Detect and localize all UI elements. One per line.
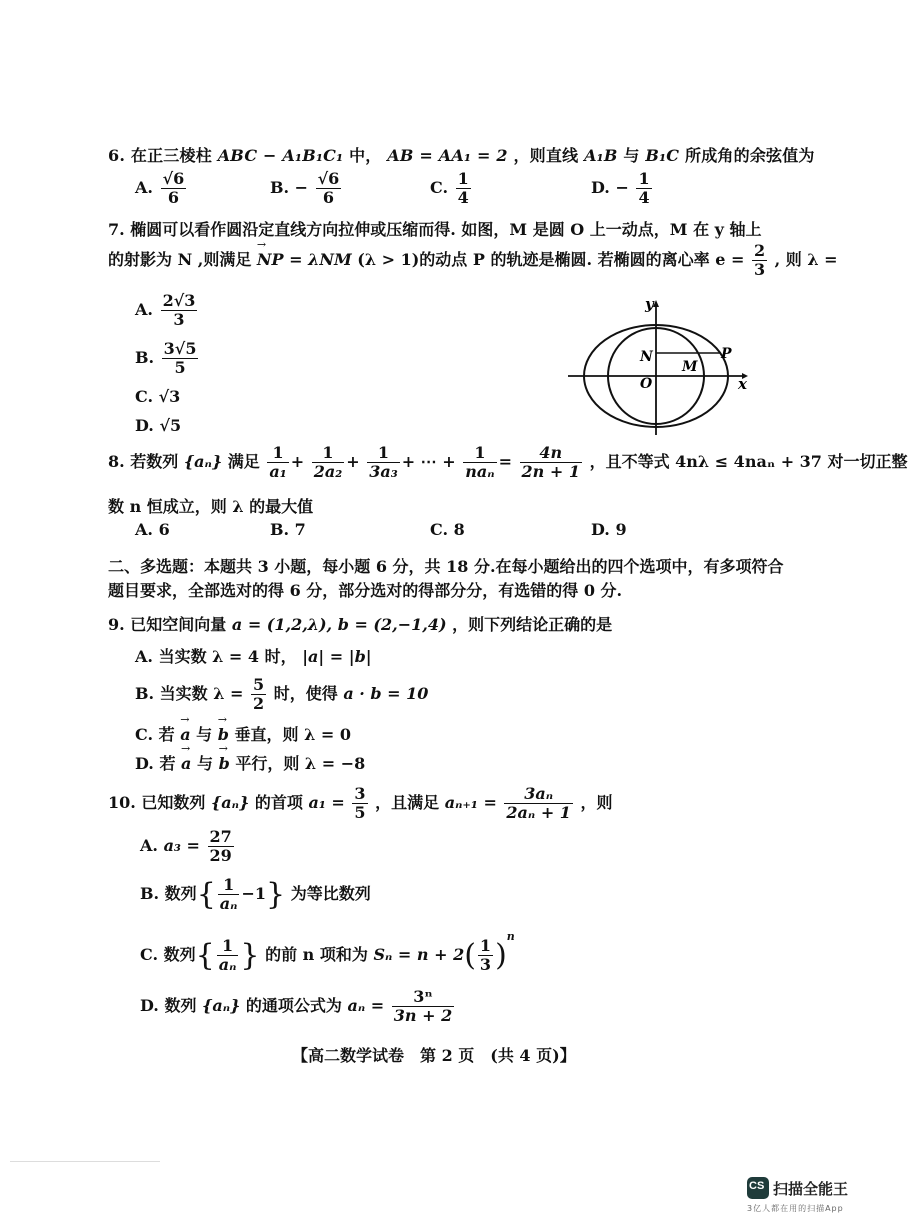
fraction <box>636 170 651 207</box>
vector-b: → b <box>218 725 229 744</box>
q8-stem-line1 <box>108 444 908 481</box>
option-expr: Sₙ = n + 2 <box>373 945 465 964</box>
numerator: 1 <box>312 444 345 463</box>
q9-option-c <box>135 722 351 745</box>
q7-option-c <box>135 387 180 406</box>
q10-text-a: 已知数列 <box>141 793 206 812</box>
label-y: y <box>645 295 654 313</box>
option-text: √5 <box>159 416 182 435</box>
q7-option-d <box>135 416 181 435</box>
denominator: 3a₃ <box>369 462 398 481</box>
option-label: A. <box>140 836 158 855</box>
option-label: D. <box>135 416 154 435</box>
option-label: B. <box>135 348 155 367</box>
q7-line2-b: (λ > 1)的动点 P 的轨迹是椭圆. 若椭圆的离心率 e = <box>357 250 745 269</box>
option-text: 数列 <box>164 884 197 903</box>
option-text: 平行，则 λ = −8 <box>235 754 366 773</box>
numerator: 1 <box>479 936 492 955</box>
option-text: 若 <box>159 754 176 773</box>
sum-term <box>312 444 345 481</box>
numerator: 1 <box>367 444 400 463</box>
right-brace: } <box>240 938 260 973</box>
vector-a: → a <box>181 754 191 773</box>
right-paren: ) <box>495 938 507 973</box>
ellipse-figure <box>560 295 760 440</box>
q10-stem <box>108 785 613 822</box>
operator: + ⋯ + <box>401 452 456 471</box>
option-expr: |a| = |b| <box>302 647 372 666</box>
option-text: 9 <box>615 520 627 539</box>
numerator: 2√3 <box>162 291 196 310</box>
option-label: B. <box>135 684 155 703</box>
numerator: 2 <box>753 241 766 260</box>
fraction <box>456 170 471 207</box>
numerator: 4n <box>520 444 582 463</box>
label-x: x <box>738 375 747 393</box>
numerator: 3 <box>354 784 366 803</box>
denominator: 5 <box>354 803 366 822</box>
q8-text-b: 满足 <box>227 452 260 471</box>
q6-text-b: 中， <box>349 146 382 165</box>
option-sign: − <box>294 178 309 197</box>
option-expr: −1 <box>241 884 267 903</box>
q6-text-e: 所成角的余弦值为 <box>685 146 815 165</box>
q7-line2-a: 的射影为 N ,则满足 <box>108 250 252 269</box>
q8-option-d <box>591 520 627 539</box>
q8-seq: {aₙ} <box>183 452 223 471</box>
denominator: a₁ <box>269 462 287 481</box>
option-text: 与 <box>196 725 213 744</box>
label-n: N <box>640 349 653 365</box>
numerator: 1 <box>267 444 288 463</box>
q7-number: 7. <box>108 220 125 239</box>
option-label: B. <box>270 178 290 197</box>
option-text: 的前 n 项和为 <box>265 945 368 964</box>
numerator: 3aₙ <box>504 785 573 804</box>
q6-text-c: ，则直线 <box>513 146 579 165</box>
denominator: 29 <box>209 846 232 865</box>
sum-term <box>463 444 496 481</box>
fraction <box>478 937 493 974</box>
y-axis-arrow <box>653 300 659 307</box>
q7-line1: 椭圆可以看作圆沿定直线方向拉伸或压缩而得. 如图，M 是圆 O 上一动点，M 在 y 轴上 <box>130 220 762 239</box>
fraction <box>392 988 454 1025</box>
option-text: 的通项公式为 <box>245 996 342 1015</box>
denominator: aₙ <box>218 955 237 974</box>
q7-line2-c: , 则 λ = <box>774 250 838 269</box>
numerator: 1 <box>463 444 496 463</box>
numerator: 3√5 <box>163 339 197 358</box>
q6-cond: AB = AA₁ = 2 <box>387 146 508 165</box>
fraction <box>217 937 239 974</box>
option-label: B. <box>270 520 290 539</box>
q6-option-a <box>135 170 188 207</box>
denominator: 4 <box>638 188 650 207</box>
operator: = <box>498 452 512 471</box>
q7-option-a <box>135 292 199 329</box>
q10-text-c: ，且满足 <box>375 793 440 812</box>
option-label: D. <box>591 520 610 539</box>
q10-text-b: 的首项 <box>254 793 303 812</box>
q8-text-a: 若数列 <box>130 452 179 471</box>
option-label: C. <box>140 945 159 964</box>
option-text: 当实数 λ = <box>159 684 244 703</box>
numerator: √6 <box>162 169 185 188</box>
numerator: √6 <box>317 169 340 188</box>
denominator: 6 <box>167 188 179 207</box>
option-label: A. <box>135 178 153 197</box>
q6-number: 6. <box>108 146 126 165</box>
denominator: 3n + 2 <box>393 1006 453 1025</box>
scan-divider <box>10 1161 160 1162</box>
left-paren: ( <box>464 938 476 973</box>
q9-vectors: a = (1,2,λ), b = (2,−1,4) <box>231 615 447 634</box>
fraction <box>161 170 187 207</box>
q6-option-d <box>591 170 654 207</box>
denominator: 3 <box>753 260 766 279</box>
denominator: 2n + 1 <box>521 462 580 481</box>
q6-line2: B₁C <box>645 146 680 165</box>
option-expr: {aₙ} <box>202 996 241 1015</box>
q10-a1: a₁ = <box>308 793 345 812</box>
numerator: 1 <box>457 169 469 188</box>
option-text: 7 <box>294 520 306 539</box>
q6-option-c <box>430 170 473 207</box>
q9-option-d <box>135 751 365 774</box>
denominator: naₙ <box>465 462 495 481</box>
numerator: 1 <box>218 876 240 895</box>
numerator: 27 <box>209 827 232 846</box>
q6-text-d: 与 <box>623 146 640 165</box>
q9-text-b: ，则下列结论正确的是 <box>452 615 613 634</box>
a1-fraction <box>352 785 367 822</box>
q10-option-d <box>140 988 456 1025</box>
operator: + <box>290 452 305 471</box>
option-text: 为等比数列 <box>290 884 371 903</box>
q10-text-d: ，则 <box>580 793 613 812</box>
q8-option-a <box>135 520 170 539</box>
denominator: 4 <box>457 188 469 207</box>
section2-line1: 二、多选题：本题共 3 小题，每小题 6 分，共 18 分.在每小题给出的四个选项中，有多项符合 <box>108 557 784 576</box>
q9-option-b <box>135 676 428 713</box>
logo-text: CS <box>749 1180 765 1192</box>
numerator: 1 <box>217 937 239 956</box>
option-label: C. <box>430 520 449 539</box>
denominator: 2 <box>253 694 265 713</box>
right-brace: } <box>266 877 286 912</box>
denominator: 6 <box>322 188 335 207</box>
exponent: n <box>506 930 515 943</box>
label-p: P <box>721 346 732 362</box>
q6-option-b <box>270 170 343 207</box>
q8-stem-line2 <box>108 494 313 517</box>
q9-stem <box>108 612 612 635</box>
q10-option-c <box>140 930 515 974</box>
q9-text-a: 已知空间向量 <box>130 615 227 634</box>
q9-option-a <box>135 644 372 667</box>
option-text: 时，使得 <box>273 684 338 703</box>
section2-line2: 题目要求，全部选对的得 6 分，部分选对的得部分分，有选错的得 0 分. <box>108 581 623 600</box>
q10-seq: {aₙ} <box>211 793 250 812</box>
denominator: 3 <box>479 955 492 974</box>
q8-line2: 数 n 恒成立，则 λ 的最大值 <box>108 497 314 516</box>
camscanner-logo-icon <box>747 1177 769 1199</box>
watermark-name: 扫描全能王 <box>773 1180 849 1198</box>
vector-a: → a <box>180 725 190 744</box>
option-label: D. <box>591 178 610 197</box>
recurrence-fraction <box>504 785 573 822</box>
denominator: 2aₙ + 1 <box>506 803 571 822</box>
option-label: D. <box>135 754 154 773</box>
numerator: 5 <box>253 675 265 694</box>
denominator: 2a₂ <box>313 462 343 481</box>
denominator: 3 <box>173 310 185 329</box>
q8-number: 8. <box>108 452 125 471</box>
numerator: 1 <box>638 169 650 188</box>
option-label: C. <box>430 178 449 197</box>
option-text: 6 <box>158 520 170 539</box>
fraction <box>316 170 342 207</box>
q10-option-a <box>140 828 236 865</box>
q6-text-a: 在正三棱柱 <box>130 146 212 165</box>
fraction <box>251 676 266 713</box>
option-label: C. <box>135 725 154 744</box>
option-label: B. <box>140 884 160 903</box>
q8-option-c <box>430 520 465 539</box>
option-expr: aₙ = <box>347 996 385 1015</box>
q9-number: 9. <box>108 615 125 634</box>
option-text: √3 <box>158 387 181 406</box>
option-label: A. <box>135 520 153 539</box>
operator: + <box>346 452 360 471</box>
page-footer: 【高二数学试卷 第 2 页 (共 4 页)】 <box>292 1046 576 1065</box>
q7-stem-line2 <box>108 242 838 279</box>
option-text: 若 <box>158 725 175 744</box>
q6-line1: A₁B <box>584 146 618 165</box>
option-label: A. <box>135 647 153 666</box>
eccentricity-fraction <box>752 242 767 279</box>
option-text: 当实数 λ = 4 时， <box>158 647 297 666</box>
q6-prism: ABC − A₁B₁C₁ <box>217 146 344 165</box>
q10-option-b <box>140 876 371 913</box>
denominator: aₙ <box>219 894 238 913</box>
option-sign: − <box>615 178 629 197</box>
label-m: M <box>682 359 698 375</box>
q7-vector-equation: → NP = λNM <box>257 250 352 269</box>
option-text: 垂直，则 λ = 0 <box>234 725 351 744</box>
fraction <box>218 876 240 913</box>
option-label: A. <box>135 300 153 319</box>
q10-number: 10. <box>108 793 136 812</box>
label-o: O <box>640 376 653 392</box>
option-label: C. <box>135 387 154 406</box>
watermark-tagline: 3亿人都在用的扫描App <box>747 1204 844 1213</box>
vector-b: → b <box>219 754 230 773</box>
option-label: D. <box>140 996 159 1015</box>
q6-stem <box>108 143 815 166</box>
option-text: 数列 <box>164 996 197 1015</box>
fraction <box>162 340 199 377</box>
option-expr: a · b = 10 <box>343 684 429 703</box>
q7-stem-line1 <box>108 217 762 240</box>
denominator: 5 <box>174 358 186 377</box>
fraction <box>161 292 198 329</box>
sum-term <box>267 444 288 481</box>
option-expr: a₃ = <box>163 836 200 855</box>
q10-rec: aₙ₊₁ = <box>444 793 497 812</box>
q8-option-b <box>270 520 306 539</box>
left-brace: { <box>195 938 215 973</box>
fraction <box>208 828 234 865</box>
q7-option-b <box>135 340 200 377</box>
option-text: 数列 <box>163 945 196 964</box>
option-text: 8 <box>453 520 465 539</box>
option-text: 与 <box>197 754 214 773</box>
q8-text-c: ，且不等式 4nλ ≤ 4naₙ + 37 对一切正整 <box>589 452 908 471</box>
rhs-fraction <box>520 444 582 481</box>
sum-term <box>367 444 400 481</box>
left-brace: { <box>196 877 216 912</box>
numerator: 3ⁿ <box>392 988 454 1007</box>
